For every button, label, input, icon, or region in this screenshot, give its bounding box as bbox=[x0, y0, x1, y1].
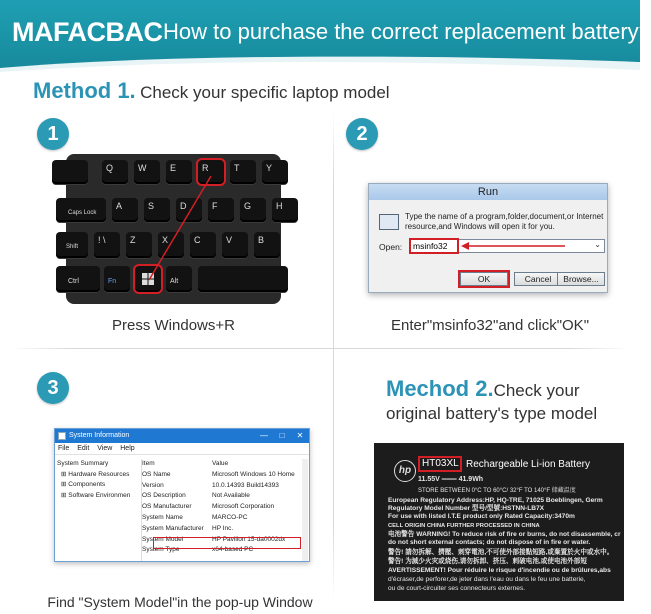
battery-spec: 11.55V ═══ 41.9Wh bbox=[418, 476, 484, 483]
key-caps-lock: Caps Lock bbox=[56, 198, 106, 222]
run-description: Type the name of a program,folder,document,or Internet resource,and Windows will open it for you. bbox=[405, 212, 604, 231]
column-header-value[interactable]: Value bbox=[212, 460, 229, 467]
key-d: D bbox=[176, 198, 202, 222]
battery-warning-zh-tw: 警告! 請勿拆解、擠壓、刺穿電池,不可使外部接點短路,或棄置於火中或水中。 bbox=[388, 549, 614, 556]
table-row[interactable]: OS Manufacturer Microsoft Corporation bbox=[142, 503, 275, 511]
key-e: E bbox=[166, 160, 192, 184]
menu-file[interactable]: File bbox=[58, 445, 70, 452]
input-highlight-box bbox=[409, 238, 459, 254]
method1-heading bbox=[33, 78, 390, 104]
battery-cell-origin: CELL ORIGIN CHINA FURTHER PROCESSED IN CHINA bbox=[388, 523, 540, 529]
arrow-icon bbox=[461, 240, 571, 252]
sysinfo-title: System Information bbox=[69, 432, 130, 439]
cancel-button[interactable]: Cancel bbox=[514, 272, 562, 286]
key-backslash: ! \ bbox=[94, 232, 120, 258]
table-header bbox=[142, 459, 309, 470]
battery-type: Rechargeable Li-ion Battery bbox=[466, 459, 590, 470]
key-q: Q bbox=[102, 160, 128, 184]
brand-logo: MAFACBAC bbox=[12, 17, 163, 47]
close-icon[interactable]: ✕ bbox=[296, 431, 304, 440]
key-s: S bbox=[144, 198, 170, 222]
tree-item-components[interactable]: ⊞ Components bbox=[61, 481, 106, 488]
method2-text-line2: original battery's type model bbox=[386, 404, 598, 423]
step-3-badge: 3 bbox=[37, 372, 69, 404]
column-header-item[interactable]: Item bbox=[142, 460, 155, 467]
banner-title: How to purchase the correct replacement battery? bbox=[163, 19, 651, 44]
expand-icon[interactable]: ⊞ bbox=[61, 491, 69, 499]
key-y: Y bbox=[262, 160, 288, 184]
method2-text: Check your bbox=[493, 381, 580, 400]
menu-help[interactable]: Help bbox=[120, 445, 135, 452]
menu-view[interactable]: View bbox=[97, 445, 113, 452]
battery-model: HT03XL bbox=[422, 458, 459, 469]
table-row-system-model[interactable]: System Model HP Pavilion 15-da0002dx bbox=[142, 535, 286, 543]
header-banner bbox=[0, 0, 651, 68]
key-h: H bbox=[272, 198, 298, 222]
step-1-badge: 1 bbox=[37, 118, 69, 150]
maximize-icon[interactable]: □ bbox=[279, 431, 285, 440]
vertical-divider bbox=[333, 110, 334, 600]
horizontal-divider bbox=[10, 348, 630, 349]
chevron-down-icon[interactable]: ⌄ bbox=[594, 240, 601, 249]
minimize-icon[interactable]: — bbox=[260, 431, 268, 440]
sysinfo-app-icon bbox=[58, 432, 66, 440]
tree-item-system-summary[interactable]: System Summary bbox=[57, 460, 109, 467]
step-3-caption: Find "System Model"in the pop-up Window bbox=[47, 594, 313, 610]
step-1-caption: Press Windows+R bbox=[112, 317, 235, 334]
expand-icon[interactable]: ⊞ bbox=[61, 470, 69, 478]
method2-heading bbox=[386, 376, 626, 424]
key-z: Z bbox=[126, 232, 152, 258]
system-model-highlight-box bbox=[153, 537, 301, 549]
table-row[interactable]: System Type x64-based PC bbox=[142, 546, 254, 554]
battery-label-image bbox=[374, 443, 624, 601]
run-open-label: Open: bbox=[379, 242, 403, 252]
battery-warning: 电池警告 WARNING! To reduce risk of fire or burns, do not disassemble, cr bbox=[388, 531, 621, 538]
tree-item-hardware-resources[interactable]: ⊞ Hardware Resources bbox=[61, 470, 130, 478]
run-input-value: msinfo32 bbox=[413, 241, 448, 251]
key-c: C bbox=[190, 232, 216, 258]
sysinfo-tree bbox=[57, 459, 139, 501]
run-dialog bbox=[368, 183, 608, 293]
sysinfo-menubar bbox=[55, 443, 309, 455]
expand-icon[interactable]: ⊞ bbox=[61, 481, 69, 488]
key-a: A bbox=[112, 198, 138, 222]
key-w: W bbox=[134, 160, 160, 184]
browse-button[interactable]: Browse... bbox=[557, 272, 605, 286]
battery-avertissement-3: ou de court-circuiter ses connecteurs externes. bbox=[388, 585, 526, 592]
method1-label: Method 1. bbox=[33, 78, 136, 103]
key-g: G bbox=[240, 198, 266, 222]
battery-regulatory-model: Regulatory Model Number 型号/型號:HSTNN-LB7X bbox=[388, 505, 545, 512]
key-t: T bbox=[230, 160, 256, 184]
key-r: R bbox=[198, 160, 224, 184]
table-row[interactable]: OS Name Microsoft Windows 10 Home bbox=[142, 470, 295, 478]
battery-model-highlight-box bbox=[418, 456, 462, 472]
run-dialog-title: Run bbox=[369, 184, 607, 200]
key-ctrl: Ctrl bbox=[56, 266, 100, 292]
ok-button[interactable]: OK bbox=[460, 272, 508, 286]
key-alt: Alt bbox=[166, 266, 192, 292]
key-b: B bbox=[254, 232, 280, 258]
key-x: X bbox=[158, 232, 184, 258]
connector-line bbox=[66, 154, 281, 304]
menu-edit[interactable]: Edit bbox=[77, 445, 90, 452]
run-program-icon bbox=[379, 214, 399, 230]
table-row[interactable]: System Manufacturer HP Inc. bbox=[142, 524, 234, 532]
table-row[interactable]: OS Description Not Available bbox=[142, 492, 250, 500]
battery-regulatory-address: European Regulatory Address:HP, HQ-TRE, 71025 Boeblingen, Germ bbox=[388, 497, 603, 504]
sysinfo-titlebar bbox=[55, 429, 309, 443]
sysinfo-scrollbar[interactable] bbox=[302, 459, 308, 561]
battery-store-temp: STORE BETWEEN 0°C TO 60°C/ 32°F TO 140°F 储藏温度 bbox=[418, 488, 576, 494]
key-f: F bbox=[208, 198, 234, 222]
key-fn: Fn bbox=[104, 266, 130, 292]
step-2-caption: Enter"msinfo32"and click"OK" bbox=[390, 317, 590, 334]
battery-warning-2: do not short external contacts; do not dispose of in fire or water. bbox=[388, 539, 591, 546]
step-2-badge: 2 bbox=[346, 118, 378, 150]
method1-text: Check your specific laptop model bbox=[140, 83, 390, 102]
table-row[interactable]: Version 10.0.14393 Build14393 bbox=[142, 481, 279, 489]
ok-highlight-box bbox=[458, 270, 510, 288]
battery-rated-capacity: For use with listed I.T.E product only Rated Capacity:3470m bbox=[388, 513, 575, 520]
battery-warning-zh-cn: 警告! 为減少火灾或烧伤,请勿拆卸、挤压、刺破电池,或使电池外部短 bbox=[388, 558, 587, 565]
battery-avertissement-2: d'écraser,de perforer,de jeter dans l'eau ou dans le feu une batterie, bbox=[388, 576, 586, 583]
key-v: V bbox=[222, 232, 248, 258]
key-shift: Shift bbox=[56, 232, 88, 258]
keyboard-image bbox=[66, 154, 281, 304]
battery-avertissement: AVERTISSEMENT! Pour réduire le risque d'incendie ou de brûlures,abs bbox=[388, 567, 611, 574]
method2-label: Mechod 2. bbox=[386, 376, 494, 401]
table-row[interactable]: System Name MARCO-PC bbox=[142, 513, 248, 521]
tree-item-software-environment[interactable]: ⊞ Software Environmen bbox=[61, 491, 131, 499]
hp-logo-icon: hp bbox=[394, 460, 416, 482]
